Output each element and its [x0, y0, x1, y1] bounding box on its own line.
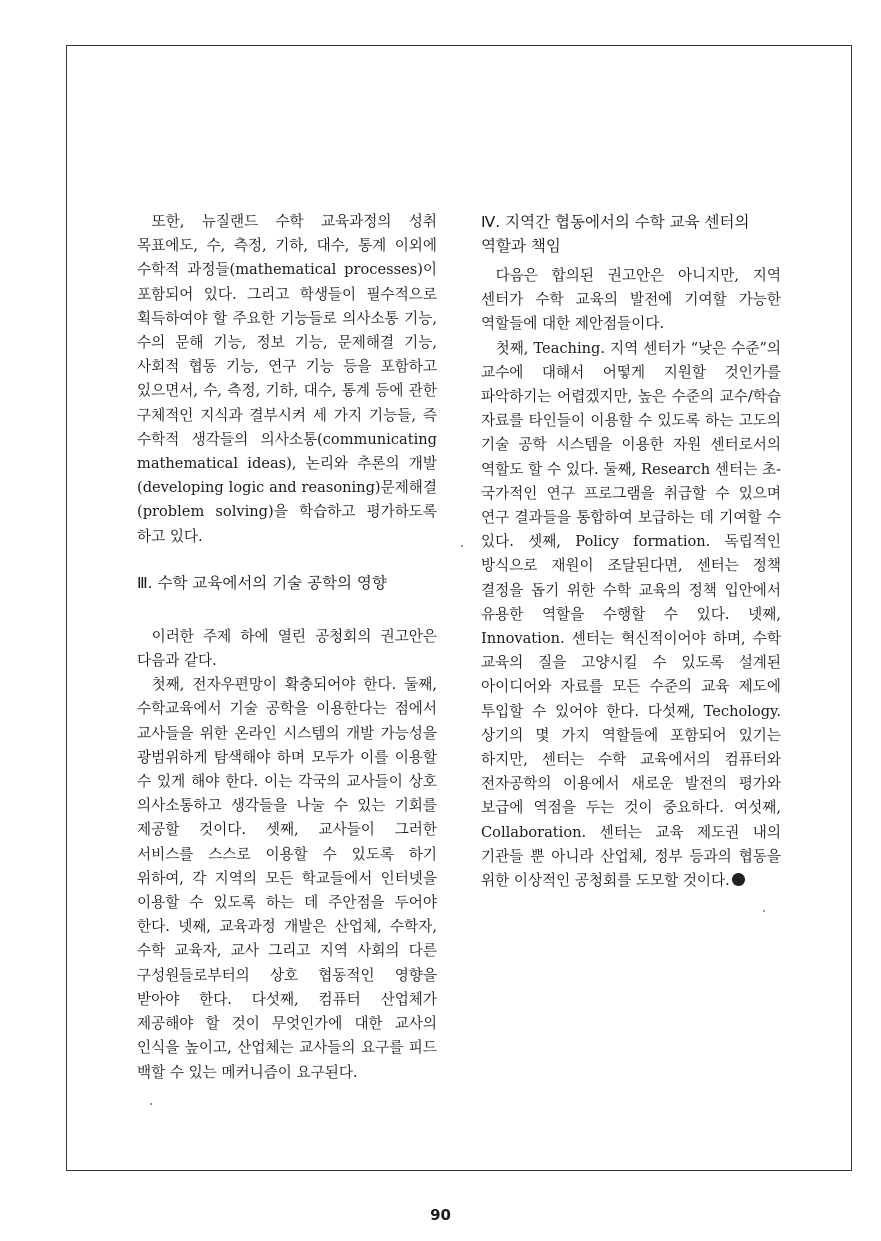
scan-speck: [150, 1103, 152, 1105]
section-4-heading: Ⅳ. 지역간 협동에서의 수학 교육 센터의 역할과 책임: [481, 213, 750, 255]
left-paragraph-objectives: 또한, 뉴질랜드 수학 교육과정의 성취 목표에도, 수, 측정, 기하, 대수, 통계 이외에 수학적 과정들(mathematical processes)이 포함되어 있다. 그리고 학생들이 필수적으로 획득하여야 할 주요한 기능들로 의사소통 기능, 수의 문해 기능, 정보 기능, 문제해결 기능, 사회적 협동 기능, 연구 기능 등을 포함하고 있으면서, 수, 측정, 기하, 대수, 통계 등에 관한 구체적인 지식과 결부시켜 세 가지 기능들, 즉 수학적 생각들의 의사소통(communicating mathematical ideas), 논리와 추론의 개발(developing logic and reasoning)문제해결(problem solving)을 학습하고 평가하도록 하고 있다.: [137, 213, 437, 545]
left-paragraph-recommendations-list: 첫째, 전자우편망이 확충되어야 한다. 둘째, 수학교육에서 기술 공학을 이용한다는 점에서 교사들을 위한 온라인 시스템의 개발 가능성을 광범위하게 탐색해야 하며 모두가 이를 이용할 수 있게 해야 한다. 이는 각국의 교사들이 상호 의사소통하고 생각들을 나눌 수 있는 기회를 제공할 것이다. 셋째, 교사들이 그러한 서비스를 스스로 이용할 수 있도록 하기 위하여, 각 지역의 모든 학교들에서 인터넷을 이용할 수 있도록 하는 데 주안점을 두어야 한다. 넷째, 교육과정 개발은 산업체, 수학자, 수학 교육자, 교사 그리고 지역 사회의 다른 구성원들로부터의 상호 협동적인 영향을 받아야 한다. 다섯째, 컴퓨터 산업체가 제공해야 할 것이 무엇인가에 대한 교사의 인식을 높이고, 산업체는 교사들의 요구를 피드 백할 수 있는 메커니즘이 요구된다.: [137, 676, 437, 1081]
center-roles-text: 첫째, Teaching. 지역 센터가 “낮은 수준”의 교수에 대해서 어떻게 지원할 것인가를 파악하기는 어렵겠지만, 높은 수준의 교수/학습 자료를 타인들이 이용할 수 있도록 하는 고도의 기술 공학 시스템을 이용한 자원 센터로서의 역할도 할 수 있다. 둘째, Research 센터는 초-국가적인 연구 프로그램을 취급할 수 있으며 연구 결과들을 통합하여 보급하는 데 기여할 수 있다. 셋째, Policy formation. 독립적인 방식으로 재원이 조달된다면, 센터는 정책 결정을 돕기 위한 수학 교육의 정책 입안에서 유용한 역할을 수행할 수 있다. 넷째, Innovation. 센터는 혁신적이어야 하며, 수학 교육의 질을 고양시킬 수 있도록 설계된 아이디어와 자료를 모든 수준의 교육 제도에 투입할 수 있어야 한다. 다섯째, Techology. 상기의 몇 가지 역할들에 포함되어 있기는 하지만, 센터는 수학 교육에서의 컴퓨터와 전자공학의 이용에서 새로운 발전의 평가와 보급에 역점을 두는 것이 중요하다. 여섯째, Collaboration. 센터는 교육 제도권 내의 기관들 뿐 아니라 산업체, 정부 등과의 협동을 위한 이상적인 공청회를 도모할 것이다.: [481, 339, 781, 890]
scan-speck: [763, 910, 765, 912]
scan-speck: [461, 545, 463, 547]
right-paragraph-center-roles: [481, 337, 781, 894]
right-paragraph-intro: 다음은 합의된 권고안은 아니지만, 지역 센터가 수학 교육의 발전에 기여할 가능한 역할들에 대한 제안점들이다.: [481, 267, 781, 333]
right-column: [481, 210, 781, 893]
left-column: [137, 210, 437, 1085]
left-paragraph-recommendations-intro: 이러한 주제 하에 열린 공청회의 권고안은 다음과 같다.: [137, 627, 437, 670]
end-of-article-icon: [732, 873, 745, 886]
page-number: 90: [430, 1206, 451, 1224]
section-3-heading: Ⅲ. 수학 교육에서의 기술 공학의 영향: [137, 573, 387, 592]
